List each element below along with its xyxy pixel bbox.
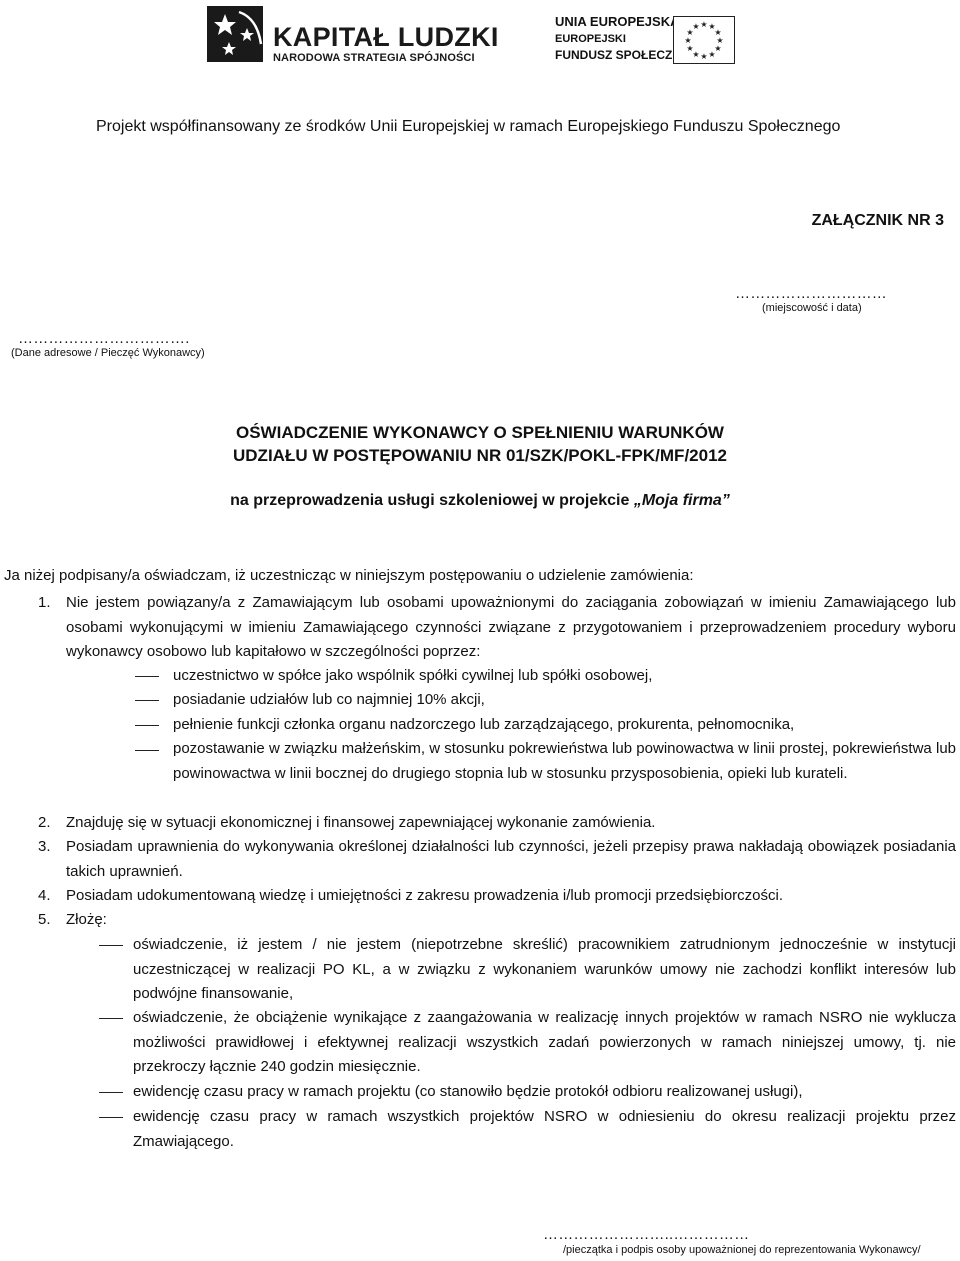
- item-text: Posiadam uprawnienia do wykonywania określonej działalności lub czynności, jeżeli przepisy prawa nakładają obowiązek posiadania takich uprawnień.: [66, 838, 956, 880]
- dash-bullet-icon: [99, 1117, 123, 1118]
- item-text: Znajduję się w sytuacji ekonomicznej i finansowej zapewniającej wykonanie zamówienia.: [66, 814, 656, 831]
- item-number: 5.: [38, 911, 51, 928]
- annex-number: ZAŁĄCZNIK NR 3: [811, 212, 944, 229]
- title-line-2: UDZIAŁU W POSTĘPOWANIU NR 01/SZK/POKL-FPK/MF/2012: [233, 446, 727, 465]
- dash-bullet-icon: [99, 1092, 123, 1093]
- svg-text:★: ★: [700, 52, 708, 61]
- item-text: Nie jestem powiązany/a z Zamawiającym lub osobami upoważnionymi do zaciągania zobowiązań w imieniu Zamawiającego lub osobami wykonującymi w imieniu Zamawiającego czynności związane z przygotowaniem i przeprowadzeniem procedury wyboru wykonawcy osobowo lub kapitałowo w szczególności poprzez:: [66, 594, 956, 661]
- bullet-text: uczestnictwo w spółce jako wspólnik spółki cywilnej lub spółki osobowej,: [173, 667, 653, 684]
- svg-text:★: ★: [686, 44, 694, 53]
- dash-bullet-icon: [135, 700, 159, 701]
- svg-text:★: ★: [708, 22, 716, 31]
- bullet-text: ewidencję czasu pracy w ramach projektu (co stanowiło będzie protokół odbioru realizowanej usługi),: [133, 1083, 803, 1100]
- item-number: 3.: [38, 838, 51, 855]
- signature-dots: ……………………..……………: [543, 1226, 750, 1243]
- bullet-text: oświadczenie, że obciążenie wynikające z zaangażowania w realizację innych projektów w ramach NSRO nie wyklucza możliwości prawidłowej i efektywnej realizacji wszystkich zadań powierzonych w ramach niniejszej umowy, tj. nie przekroczy łącznie 240 godzin miesięcznie.: [133, 1009, 956, 1076]
- item-number: 4.: [38, 887, 51, 904]
- bullet-text: ewidencję czasu pracy w ramach wszystkich projektów NSRO w odniesieniu do okresu realizacji projektu przez Zmawiającego.: [133, 1108, 956, 1150]
- kapital-ludzki-logo: [205, 0, 499, 68]
- svg-text:★: ★: [686, 28, 694, 37]
- address-label: (Dane adresowe / Pieczęć Wykonawcy): [11, 347, 205, 359]
- eu-logo-line1: UNIA EUROPEJSKA: [555, 14, 680, 29]
- svg-text:★: ★: [692, 50, 700, 59]
- intro-statement: Ja niżej podpisany/a oświadczam, iż uczestnicząc w niniejszym postępowaniu o udzielenie zamówienia:: [4, 567, 694, 584]
- dash-bullet-icon: [135, 725, 159, 726]
- item-number: 1.: [38, 594, 51, 611]
- svg-text:★: ★: [700, 20, 708, 29]
- logo-name: KAPITAŁ LUDZKI: [273, 22, 499, 52]
- subtitle-project-name: „Moja firma”: [633, 492, 730, 509]
- subtitle-prefix: na przeprowadzenia usługi szkoleniowej w projekcie: [230, 492, 634, 509]
- address-dots: …………………………….: [18, 330, 190, 347]
- title-line-1: OŚWIADCZENIE WYKONAWCY O SPEŁNIENIU WARUNKÓW: [236, 423, 724, 442]
- dash-bullet-icon: [99, 945, 123, 946]
- place-date-label: (miejscowość i data): [762, 302, 862, 314]
- eu-logo: [555, 14, 770, 70]
- item-number: 2.: [38, 814, 51, 831]
- project-cofinancing-line: Projekt współfinansowany ze środków Unii Europejskiej w ramach Europejskiego Funduszu Społecznego: [96, 118, 841, 135]
- bullet-text: oświadczenie, iż jestem / nie jestem (niepotrzebne skreślić) pracownikiem zatrudnionym jednocześnie w instytucji uczestniczącej w realizacji PO KL, a w związku z wykonaniem warunków umowy nie zachodzi konflikt interesów lub podwójne finansowanie,: [133, 936, 956, 1003]
- dash-bullet-icon: [135, 676, 159, 677]
- eu-logo-line2: EUROPEJSKI: [555, 33, 626, 45]
- eu-logo-line3: FUNDUSZ SPOŁECZNY: [555, 48, 690, 62]
- svg-text:★: ★: [692, 22, 700, 31]
- svg-text:★: ★: [684, 36, 692, 45]
- svg-text:★: ★: [714, 44, 722, 53]
- bullet-text: pełnienie funkcji członka organu nadzorczego lub zarządzającego, prokurenta, pełnomocnika,: [173, 716, 795, 733]
- place-date-dots: …………………………: [735, 285, 887, 302]
- document-subtitle: [0, 492, 960, 510]
- item-text: Posiadam udokumentowaną wiedzę i umiejętności z zakresu prowadzenia i/lub promocji przedsiębiorczości.: [66, 887, 784, 904]
- logo-subtitle: NARODOWA STRATEGIA SPÓJNOŚCI: [273, 52, 475, 64]
- svg-text:★: ★: [708, 50, 716, 59]
- bullet-text: pozostawanie w związku małżeńskim, w stosunku pokrewieństwa lub powinowactwa w linii prostej, pokrewieństwa lub powinowactwa w linii bocznej do drugiego stopnia lub w stosunku przysposobienia, opieki lub kurateli.: [173, 740, 956, 782]
- item-text: Złożę:: [66, 911, 107, 928]
- eu-flag-icon: [673, 16, 735, 64]
- document-title: [0, 421, 960, 467]
- dash-bullet-icon: [135, 750, 159, 751]
- signature-label: /pieczątka i podpis osoby upoważnionej do reprezentowania Wykonawcy/: [563, 1244, 921, 1256]
- bullet-text: posiadanie udziałów lub co najmniej 10% akcji,: [173, 691, 485, 708]
- svg-text:★: ★: [716, 36, 724, 45]
- dash-bullet-icon: [99, 1018, 123, 1019]
- kapital-ludzki-emblem-icon: [205, 4, 265, 64]
- svg-text:★: ★: [714, 28, 722, 37]
